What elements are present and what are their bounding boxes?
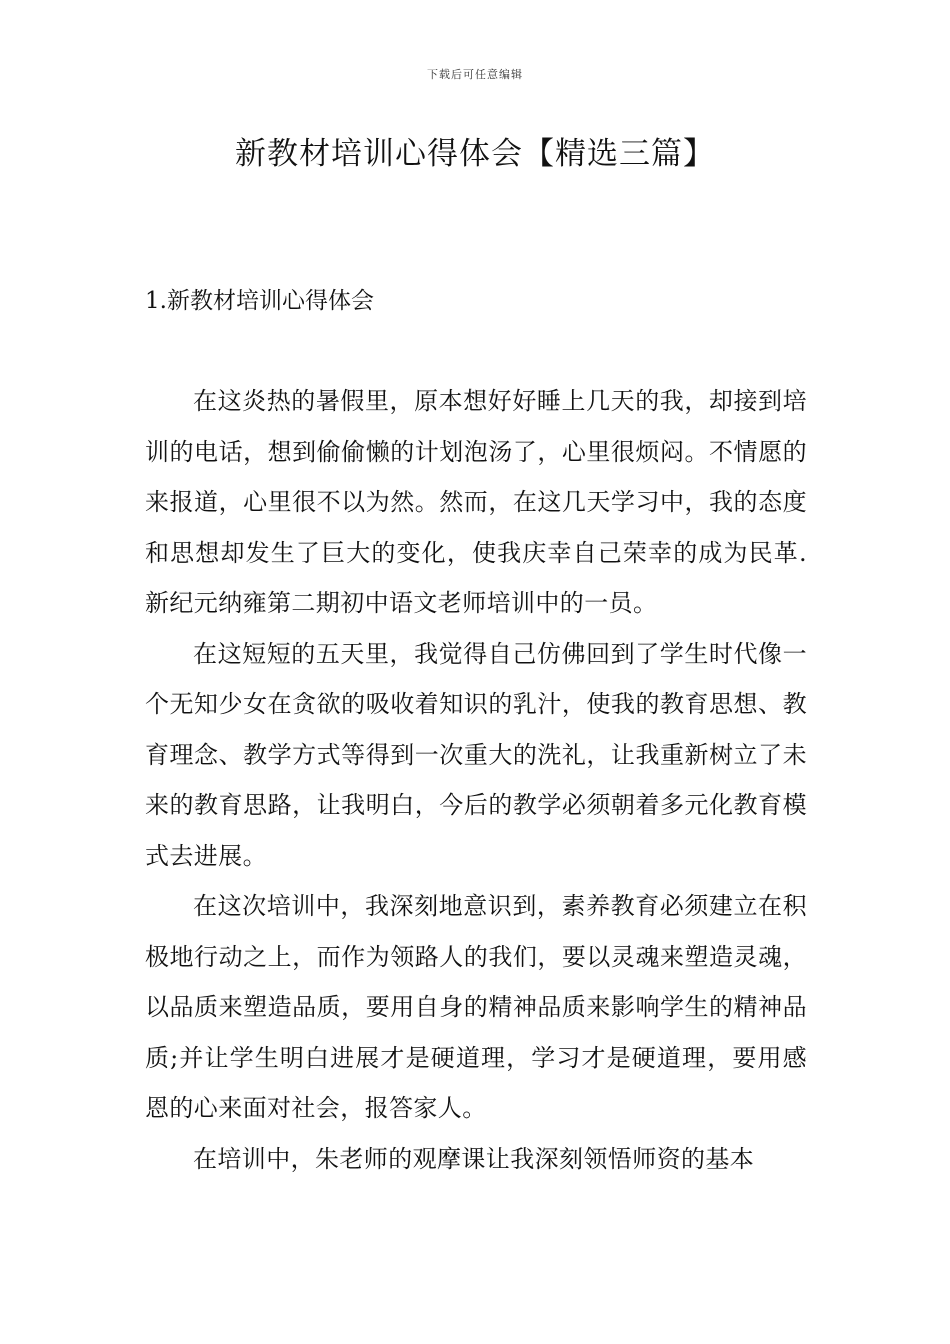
paragraph-3: 在这次培训中，我深刻地意识到，素养教育必须建立在积极地行动之上，而作为领路人的我们，要以灵魂来塑造灵魂，以品质来塑造品质，要用自身的精神品质来影响学生的精神品质;并让学生明白进展才是硬道理，学习才是硬道理，要用感恩的心来面对社会，报答家人。 (145, 892, 807, 1122)
paragraph-1: 在这炎热的暑假里，原本想好好睡上几天的我，却接到培训的电话，想到偷偷懒的计划泡汤了，心里很烦闷。不情愿的来报道，心里很不以为然。然而，在这几天学习中，我的态度和思想却发生了巨大的变化，使我庆幸自己荣幸的成为民革.新纪元纳雍第二期初中语文老师培训中的一员。 (145, 387, 807, 617)
section-heading: 1.新教材培训心得体会 (145, 288, 374, 314)
header-note: 下载后可任意编辑 (427, 68, 523, 81)
body-text (145, 376, 807, 1184)
paragraph-4: 在培训中，朱老师的观摩课让我深刻领悟师资的基本 (193, 1144, 755, 1173)
paragraph-2: 在这短短的五天里，我觉得自己仿佛回到了学生时代像一个无知少女在贪欲的吸收着知识的乳汁，使我的教育思想、教育理念、教学方式等得到一次重大的洗礼，让我重新树立了未来的教育思路，让我明白，今后的教学必须朝着多元化教育模式去进展。 (145, 639, 807, 870)
document-title: 新教材培训心得体会【精选三篇】 (235, 136, 715, 172)
